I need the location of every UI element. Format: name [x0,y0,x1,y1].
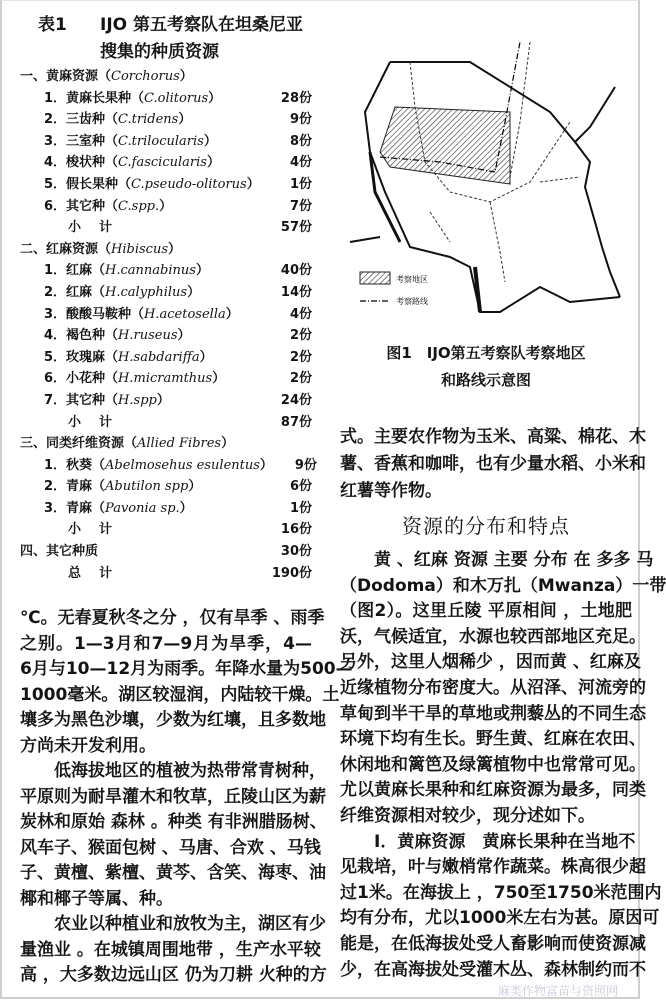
species-count: 1份 [289,500,312,516]
left-body-text [20,606,353,989]
text-line: 休闲地和篱笆及绿篱植物中也常常可见。 [340,754,646,775]
table-row [20,282,312,304]
species-count: 2份 [289,328,312,344]
species-label: 3．三室种（ [44,133,119,149]
text-line: 薯、香蕉和咖啡，也有少量水稻、小米和 [340,454,646,474]
species-label: 2．青麻（ [44,479,106,495]
text-line: 量渔业 。在城镇周围地带 ，生产水平较 [20,939,321,960]
table-title [20,12,312,39]
paren-close: ） [178,112,192,128]
text-line: 过1米。在海拔上 ，750至1750米范围内 [340,882,662,903]
species-sci-name: C.spp. [118,198,160,214]
species-label: 5．假长果种（ [44,176,132,192]
species-count: 2份 [289,349,312,365]
species-label: 5．玫瑰麻（ [44,349,119,365]
text-line: 农业以种植业和放牧为主，湖区有少 [20,914,326,935]
subtotal-count: 87份 [280,414,312,430]
text-line: 红薯等作物。 [340,481,442,501]
group-close: ） [168,241,182,257]
table-row [20,174,312,196]
paren-close: ） [225,306,239,322]
legend-route-label: 考察路线 [396,297,428,306]
right-body-text-b [340,548,666,983]
subtotal-row [20,519,312,541]
text-line: 少，在高海拔处受灌木丛、森林制约而不 [340,959,646,980]
species-sci-name: C.pseudo-olitorus [131,176,247,192]
text-line: 之别。1—3月和7—9月为旱季，4— [20,633,312,654]
species-name [44,455,273,477]
species-sci-name: H.cannabinus [105,263,196,279]
text-line: （图2）。这里丘陵 平原相间 ，土地肥 [340,601,632,622]
species-sci-name: H.micramthus [118,371,213,387]
species-sci-name: H.calyphilus [105,284,188,300]
other-label: 四、其它种质 [20,544,99,560]
species-name [44,196,172,218]
paren-close: ） [246,176,260,192]
group-label: 三、同类纤维资源（ [20,436,138,452]
species-label: 3．酸酸马鞍种（ [44,306,145,322]
table-row [20,325,312,347]
other-row [20,541,312,563]
species-label: 4．梭状种（ [44,155,119,171]
species-name [44,347,213,369]
table-row [20,131,312,153]
total-row [20,563,312,585]
species-sci-name: H.ruseus [118,328,178,344]
table-row [20,260,312,282]
paren-close: ） [188,479,202,495]
text-line: Ⅰ．黄麻资源 黄麻长果种在当地不 [340,831,636,852]
text-line: 低海拔地区的植被为热带常青树种， [20,761,326,782]
text-line: 近缘植物分布密度大。从沼泽、河流旁的 [340,677,646,698]
species-label: 6．其它种（ [44,198,119,214]
table-title-line1: IJO 第五考察队在坦桑尼亚 [100,15,304,35]
species-name [44,498,193,520]
species-sci-name: Abelmosehus esulentus [105,457,260,473]
subtotal-row [20,412,312,434]
paren-close: ） [203,133,217,149]
species-count: 14份 [280,284,312,300]
species-sci-name: H.sabdariffa [118,349,200,365]
group-label: 一、黄麻资源（ [20,69,112,84]
paren-close: ） [159,198,173,214]
text-line: 炭林和原始 森林 。种类 有非洲腊肠树、 [20,812,327,833]
paren-close: ） [199,349,213,365]
species-name [44,131,217,153]
group-sci-name: Hibiscus [111,241,168,257]
group-label: 二、红麻资源（ [20,241,112,257]
species-sci-name: C.trilocularis [118,133,204,149]
table-row [20,476,312,498]
species-label: 3．青麻（ [44,500,106,516]
species-count: 7份 [289,198,312,214]
text-line: 能是，在低海拔处受人畜影响而使资源减 [340,933,646,954]
table-number: 表1 [38,15,67,35]
figure-caption [340,340,632,394]
paren-close: ） [156,392,170,408]
species-name [44,390,170,412]
text-line: 风车子、猴面包树 、马唐、合欢 、马钱 [20,837,321,858]
paren-close: ） [206,155,220,171]
group-heading-text [20,239,181,261]
species-count: 9份 [289,112,312,128]
paren-close: ） [208,90,222,106]
total-count: 190份 [271,565,312,581]
text-line: 另外，这里人烟稀少 ，因而黄 、红麻及 [340,652,641,673]
right-body-text-a [340,424,646,505]
species-count: 40份 [280,263,312,279]
species-name [44,282,200,304]
table-title-line2: 搜集的种质资源 [100,42,219,62]
paren-close: ） [212,371,226,387]
legend-area-label: 考察地区 [396,275,428,284]
table-group-heading [20,239,312,261]
table-row [20,109,312,131]
text-line: 尤以黄麻长果种和红麻资源为最多，同类 [340,780,646,801]
text-line: 6月与10—12月为雨季。年降水量为500— [20,659,353,680]
species-label: 6．小花种（ [44,371,119,387]
group-close: ） [221,436,235,452]
other-count: 30份 [280,544,312,560]
table-row [20,196,312,218]
group-close: ） [179,69,193,84]
paren-close: ） [259,457,273,473]
table-row [20,498,312,520]
species-name [44,368,225,390]
text-line: 沃，气候适宜，水源也较西部地区充足。 [340,626,646,647]
section-heading: 资源的分布和特点 [402,514,570,538]
table-row [20,347,312,369]
text-line: 纤维资源相对较少，现分述如下。 [340,805,595,826]
species-name [44,325,191,347]
species-count: 6份 [289,479,312,495]
table-row [20,455,317,477]
species-sci-name: C.fascicularis [118,155,207,171]
text-line: 高 ，大多数边远山区 仍为刀耕 火种的方 [20,965,327,986]
paren-close: ） [195,263,209,279]
table-row [20,152,312,174]
total-label: 总计 [68,565,131,581]
text-line: 均有分布，尤以1000米左右为甚。原因可 [340,908,660,929]
species-name [44,109,191,131]
group-heading-text [20,433,234,455]
species-sci-name: H.acetosella [144,306,226,322]
text-line: 平原则为耐旱灌木和牧草，丘陵山区为薪 [20,786,326,807]
right-column [340,0,666,1000]
subtotal-count: 57份 [280,220,312,236]
species-sci-name: Abutilon spp [105,479,189,495]
species-count: 9份 [294,457,317,473]
text-line: 壤多为黑色沙壤，少数为红壤，且多数地 [20,710,326,731]
text-line: 椰和椰子等属、种。 [20,888,173,909]
table-row [20,390,312,412]
species-label: 7．其它种（ [44,392,119,408]
species-label: 1．黄麻长果种（ [44,90,145,106]
species-name [44,260,209,282]
species-count: 8份 [289,133,312,149]
species-count: 4份 [289,155,312,171]
table-group-heading [20,433,312,455]
left-column [20,12,353,989]
group-heading-text [20,66,193,88]
text-line: （Dodoma）和木万扎（Mwanza）一带 [340,575,666,596]
species-sci-name: C.olitorus [144,90,209,106]
species-label: 1．红麻（ [44,263,106,279]
species-count: 24份 [280,392,312,408]
group-sci-name: Corchorus [111,69,180,84]
species-sci-name: C.tridens [118,112,179,128]
watermark: 麻类作物富苗与资照网 [497,984,618,998]
text-line: ℃。无春夏秋冬之分 ，仅有旱季 、雨季 [20,608,325,629]
subtotal-label: 小计 [68,522,131,538]
species-sci-name: H.spp [118,392,157,408]
subtotal-label: 小计 [68,220,131,236]
paren-close: ） [177,328,191,344]
text-line: 式。主要农作物为玉米、高粱、棉花、木 [340,427,646,447]
species-label: 4．褐色种（ [44,328,119,344]
table-row [20,304,312,326]
text-line: 环境下均有生长。野生黄、红麻在农田、 [340,729,646,750]
species-sci-name: Pavonia sp. [105,500,180,516]
figure-caption-line1: 图1 IJO第五考察队考察地区 [386,344,586,362]
table-row [20,88,312,110]
subtotal-count: 16份 [280,522,312,538]
species-count: 2份 [289,371,312,387]
subtotal-row [20,217,312,239]
species-name [44,88,221,110]
species-count: 1份 [289,176,312,192]
table-group-heading [20,66,312,88]
text-line: 见栽培，叶与嫩梢常作蔬菜。株高很少超 [340,857,646,878]
species-name [44,174,260,196]
figure-caption-line2: 和路线示意图 [440,371,531,389]
species-name [44,304,239,326]
subtotal-label: 小计 [68,414,131,430]
text-line: 黄 、红麻 资源 主要 分布 在 多多 马 [340,550,654,570]
species-count: 28份 [280,90,312,106]
text-line: 草甸到半干旱的草地或荆藜丛的不同生态 [340,703,646,724]
species-label: 1．秋葵（ [44,457,106,473]
species-label: 2．红麻（ [44,284,106,300]
paren-close: ） [179,500,193,516]
species-name [44,476,201,498]
text-line: 1000毫米。湖区较湿润，内陆较干燥。土 [20,684,340,705]
text-line: 子、黄檀、紫檀、黄芩、含笑、海枣、油 [20,863,326,884]
species-name [44,152,220,174]
species-count: 4份 [289,306,312,322]
paren-close: ） [187,284,201,300]
species-table [20,66,317,584]
text-line: 方尚未开发利用。 [20,735,156,756]
species-label: 2．三齿种（ [44,112,119,128]
table-row [20,368,312,390]
group-sci-name: Allied Fibres [137,436,222,452]
